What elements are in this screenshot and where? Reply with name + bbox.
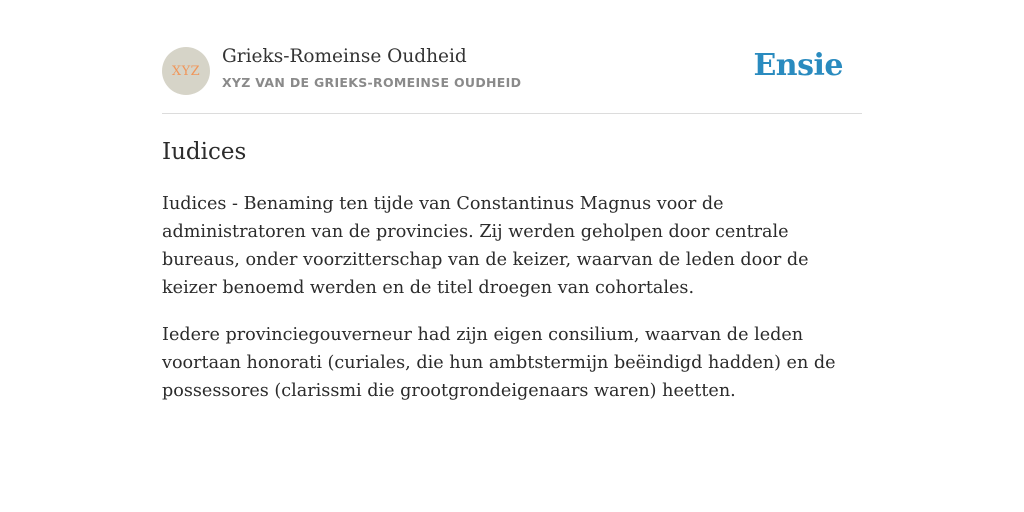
avatar[interactable]	[162, 47, 210, 95]
page-title: Iudices	[162, 139, 247, 165]
site-header	[162, 0, 862, 114]
site-title[interactable]: Grieks-Romeinse Oudheid	[222, 46, 467, 67]
site-subtitle: XYZ VAN DE GRIEKS-ROMEINSE OUDHEID	[222, 75, 522, 90]
avatar-text: XYZ	[171, 63, 201, 79]
article-paragraph: Iudices - Benaming ten tijde van Constantinus Magnus voor de administratoren van de provincies. Zij werden geholpen door centrale bureaus, onder voorzitterschap van de keizer, waarvan de leden door de keizer benoemd werden en de titel droegen van cohortales.	[162, 194, 809, 298]
ensie-logo[interactable]: Ensie	[753, 48, 843, 83]
page-container	[162, 0, 862, 401]
article-paragraph: Iedere provinciegouverneur had zijn eigen consilium, waarvan de leden voortaan honorati (curiales, die hun ambtstermijn beëindigd hadden) en de possessores (clarissmi die grootgrondeigenaars waren) heetten.	[162, 325, 836, 401]
